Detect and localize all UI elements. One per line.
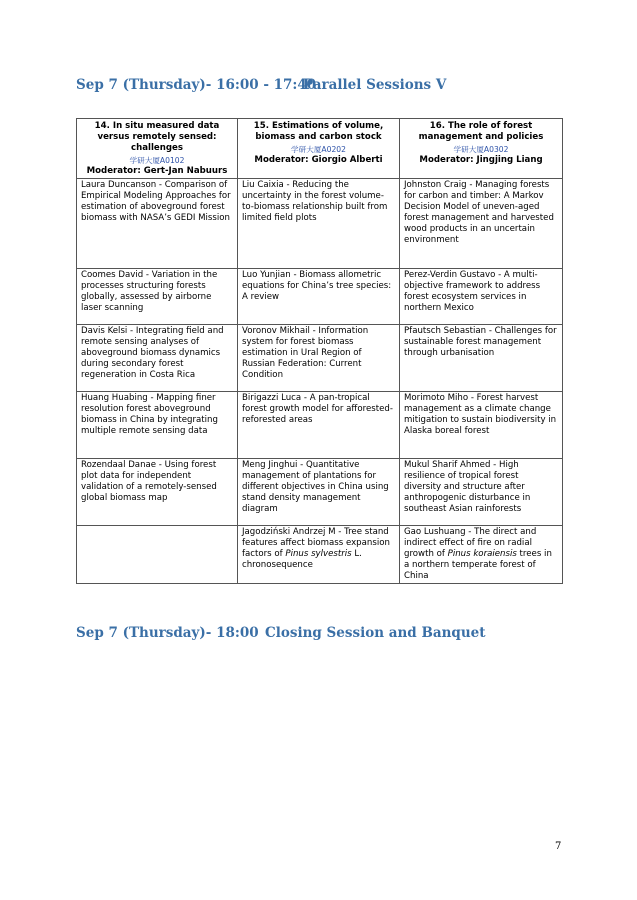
moderator-label: Moderator: Jingjing Liang: [419, 155, 543, 165]
page-number: 7: [555, 841, 562, 852]
talk-cell: [400, 526, 563, 584]
session-heading-closing: [76, 625, 486, 641]
moderator-label: Moderator: Giorgio Alberti: [254, 155, 383, 165]
session-date: Sep 7 (Thursday)- 18:00: [76, 625, 259, 641]
room-label: 学研大厦A0202: [291, 145, 346, 154]
talk-cell: Birigazzi Luca - A pan-tropical forest growth model for afforested-reforested areas: [238, 392, 400, 459]
moderator-label: Moderator: Gert-Jan Nabuurs: [86, 166, 228, 176]
session-name: Parallel Sessions V: [303, 77, 447, 93]
species-name: Pinus sylvestris: [285, 549, 352, 559]
table-row: [77, 526, 563, 584]
column-header: [238, 119, 400, 179]
table-row: [77, 459, 563, 526]
talk-cell: Morimoto Miho - Forest harvest management as a climate change mitigation to sustain biodiversity in Alaska boreal forest: [400, 392, 563, 459]
talk-cell: Pfautsch Sebastian - Challenges for sustainable forest management through urbanisation: [400, 325, 563, 392]
talk-text-pre: Gao Lushuang - The direct and indirect effect of fire on radial growth of: [404, 527, 537, 559]
talk-text-post: L. chronosequence: [242, 549, 362, 570]
talk-cell: Laura Duncanson - Comparison of Empirical Modeling Approaches for estimation of aboveground forest biomass with NASA’s GEDI Mission: [77, 179, 238, 269]
talk-cell: Meng Jinghui - Quantitative management of plantations for different objectives in China using stand density management diagram: [238, 459, 400, 526]
table-row: [77, 392, 563, 459]
talk-cell: Voronov Mikhail - Information system for forest biomass estimation in Ural Region of Russian Federation: Current Condition: [238, 325, 400, 392]
species-name: Pinus koraiensis: [447, 549, 517, 559]
session-heading-parallel-v: [76, 77, 447, 93]
table-row: [77, 325, 563, 392]
session-date: Sep 7 (Thursday)- 16:00 - 17:40: [76, 77, 317, 93]
talk-cell: Liu Caixia - Reducing the uncertainty in the forest volume-to-biomass relationship built from limited field plots: [238, 179, 400, 269]
talk-cell: Perez-Verdin Gustavo - A multi-objective framework to address forest ecosystem services in northern Mexico: [400, 269, 563, 325]
talk-cell: Coomes David - Variation in the processes structuring forests globally, assessed by airborne laser scanning: [77, 269, 238, 325]
table-row: [77, 269, 563, 325]
talk-text-pre: Jagodziński Andrzej M - Tree stand features affect biomass expansion factors of: [242, 527, 390, 559]
column-header: [77, 119, 238, 179]
column-header: [400, 119, 563, 179]
column-title: 14. In situ measured data versus remotely sensed: challenges: [94, 121, 220, 153]
session-name: Closing Session and Banquet: [265, 625, 486, 641]
column-title: 16. The role of forest management and policies: [418, 121, 544, 142]
talk-text-post: trees in a northern temperate forest of China: [404, 549, 552, 581]
table-header-row: [77, 119, 563, 179]
empty-cell: [77, 526, 238, 584]
talk-cell: Mukul Sharif Ahmed - High resilience of tropical forest diversity and structure after anthropogenic disturbance in southeast Asian rainforests: [400, 459, 563, 526]
talk-cell: Luo Yunjian - Biomass allometric equations for China’s tree species: A review: [238, 269, 400, 325]
talk-cell: Johnston Craig - Managing forests for carbon and timber: A Markov Decision Model of uneven-aged forest management and harvested wood products in an uncertain environment: [400, 179, 563, 269]
room-label: 学研大厦A0102: [129, 156, 185, 165]
room-label: 学研大厦A0302: [453, 145, 509, 154]
column-title: 15. Estimations of volume, biomass and carbon stock: [253, 121, 384, 142]
talk-cell: Rozendaal Danae - Using forest plot data for independent validation of a remotely-sensed global biomass map: [77, 459, 238, 526]
parallel-sessions-table: [76, 118, 563, 584]
table-row: [77, 179, 563, 269]
talk-cell: Davis Kelsi - Integrating field and remote sensing analyses of aboveground biomass dynamics during secondary forest regeneration in Costa Rica: [77, 325, 238, 392]
talk-cell: Huang Huabing - Mapping finer resolution forest aboveground biomass in China by integrating multiple remote sensing data: [77, 392, 238, 459]
talk-cell: [238, 526, 400, 584]
